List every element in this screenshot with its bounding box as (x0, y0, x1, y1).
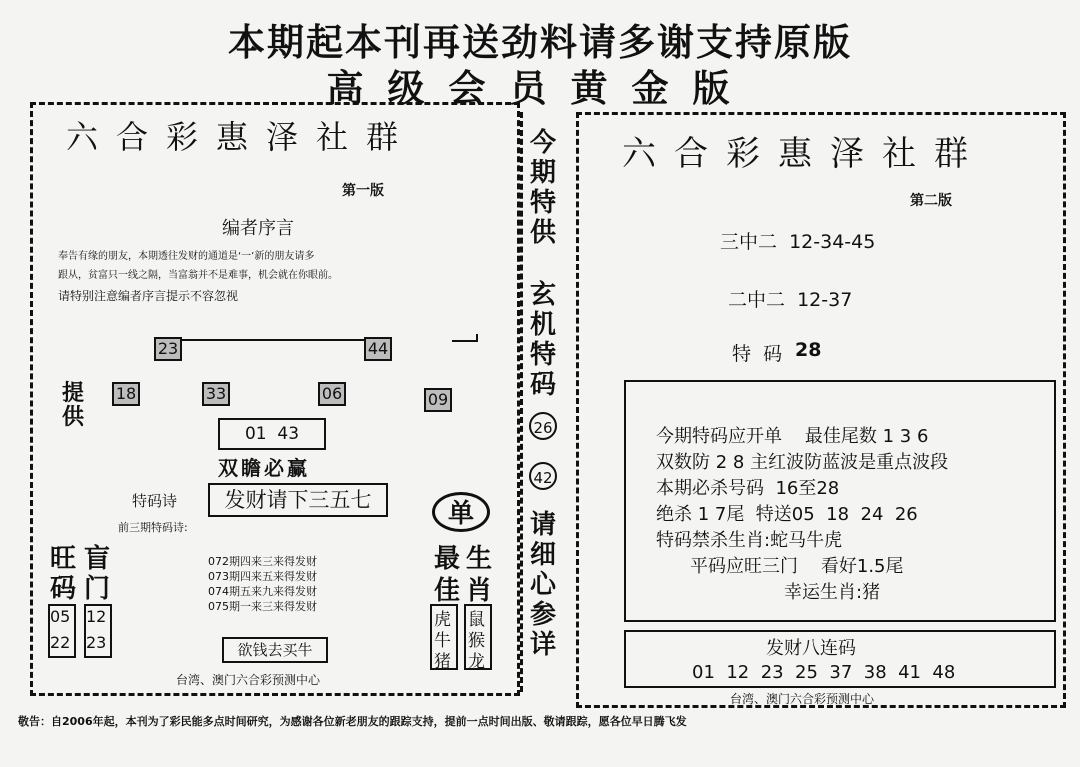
poem-label: 特码诗 (132, 492, 178, 510)
lucky-nums: 01 12 23 25 37 38 41 48 (692, 662, 956, 683)
prev-line-1: 072期四来三来得发财 (208, 555, 317, 568)
header-line1: 本期起本刊再送劲料请多谢支持原版 (228, 20, 852, 64)
info-line-3: 本期必杀号码 16至28 (656, 478, 840, 499)
middle-mid-4: 码 (529, 370, 556, 400)
zodiac-col1-1: 虎 (434, 610, 451, 630)
connector-tick (452, 334, 478, 342)
middle-bottom-2: 细 (529, 540, 556, 570)
middle-mid-3: 特 (529, 340, 556, 370)
header-line2: 高级会员黄金版 (326, 66, 754, 110)
left-panel-title: 六合彩惠泽社群 (66, 118, 417, 156)
middle-top-2: 期 (529, 158, 556, 188)
prev-line-3: 074期五来九来得发财 (208, 585, 317, 598)
top-num-2: 44 (364, 337, 392, 361)
middle-bottom-3: 心 (529, 570, 556, 600)
zodiac-label-1: 生 (466, 544, 493, 574)
middle-mid-2: 机 (529, 310, 556, 340)
mang-label-1: 盲 (84, 544, 111, 574)
slogan: 双瞻必赢 (218, 456, 310, 480)
middle-circle-1: 26 (529, 412, 557, 440)
middle-top-4: 供 (529, 218, 556, 248)
info-line-4: 绝杀 1 7尾 特送05 18 24 26 (656, 504, 918, 525)
provide-num-2: 33 (202, 382, 230, 406)
prev-line-4: 075期一来三来得发财 (208, 600, 317, 613)
zodiac-col2-3: 龙 (468, 652, 485, 672)
provide-num-1: 18 (112, 382, 140, 406)
dan-circle: 单 (432, 492, 490, 532)
middle-bottom-1: 请 (529, 510, 556, 540)
zodiac-col2-2: 猴 (468, 631, 485, 651)
wang-num-2: 22 (50, 633, 71, 652)
right-edition: 第二版 (910, 193, 952, 209)
right-line3-value: 28 (795, 339, 822, 361)
preface-line1: 奉告有缘的朋友，本期透往发财的通道是‘一’新的朋友请多 (58, 251, 315, 262)
info-line-6: 平码应旺三门 看好1.5尾 (690, 556, 904, 577)
prev-label: 前三期特码诗: (118, 521, 188, 534)
info-line-7: 幸运生肖:猪 (784, 582, 881, 603)
wang-label-2: 码 (50, 574, 77, 604)
wang-num-1: 05 (50, 607, 71, 626)
right-footer: 台湾、澳门六合彩预测中心 (730, 692, 875, 706)
best-label-2: 佳 (434, 576, 461, 606)
lucky-title: 发财八连码 (766, 638, 856, 659)
provide-num-4: 09 (424, 388, 452, 412)
zodiac-col2-1: 鼠 (468, 610, 485, 630)
right-line2: 二中二 12-37 (728, 289, 853, 311)
mang-label-2: 门 (84, 574, 111, 604)
left-edition: 第一版 (342, 183, 384, 199)
middle-top-1: 今 (529, 128, 556, 158)
info-line-2: 双数防 2 8 主红波防蓝波是重点波段 (656, 452, 949, 473)
middle-bottom-5: 详 (529, 630, 556, 660)
right-line1: 三中二 12-34-45 (720, 231, 876, 253)
notice: 敬告：自2006年起，本刊为了彩民能多点时间研究，为感谢各位新老朋友的跟踪支持，提前一点时间出版、敬请跟踪，愿各位早日腾飞发 (18, 715, 687, 728)
provide-label-1: 提 (62, 381, 85, 406)
prev-line-2: 073期四来五来得发财 (208, 570, 317, 583)
right-panel-title: 六合彩惠泽社群 (622, 134, 986, 174)
pair-box: 01 43 (218, 418, 326, 450)
info-line-1: 今期特码应开单 最佳尾数 1 3 6 (656, 426, 929, 447)
zodiac-col1-3: 猪 (434, 652, 451, 672)
preface-line2: 跟从，贫富只一线之隔，当富翁并不是难事，机会就在你眼前。 (58, 270, 338, 281)
middle-divider (520, 112, 523, 692)
zodiac-col1-2: 牛 (434, 631, 451, 651)
provide-label-2: 供 (62, 405, 85, 430)
mang-num-2: 23 (86, 633, 107, 652)
provide-num-3: 06 (318, 382, 346, 406)
middle-bottom-4: 参 (529, 600, 556, 630)
best-label-1: 最 (434, 544, 461, 574)
left-footer: 台湾、澳门六合彩预测中心 (176, 673, 321, 687)
middle-circle-2: 42 (529, 462, 557, 490)
wang-label-1: 旺 (50, 544, 77, 574)
mang-num-1: 12 (86, 607, 107, 626)
top-num-1: 23 (154, 337, 182, 361)
preface-note: 请特别注意编者序言提示不容忽视 (58, 289, 239, 303)
info-line-5: 特码禁杀生肖:蛇马牛虎 (656, 530, 843, 551)
connector-line (180, 339, 370, 341)
zodiac-label-2: 肖 (466, 576, 493, 606)
middle-top-3: 特 (529, 188, 556, 218)
middle-mid-1: 玄 (529, 280, 556, 310)
preface-title: 编者序言 (222, 218, 294, 239)
right-line3-label: 特 码 (732, 343, 783, 365)
poem-box: 发财请下三五七 (208, 483, 388, 517)
money-box: 欲钱去买牛 (222, 637, 328, 663)
